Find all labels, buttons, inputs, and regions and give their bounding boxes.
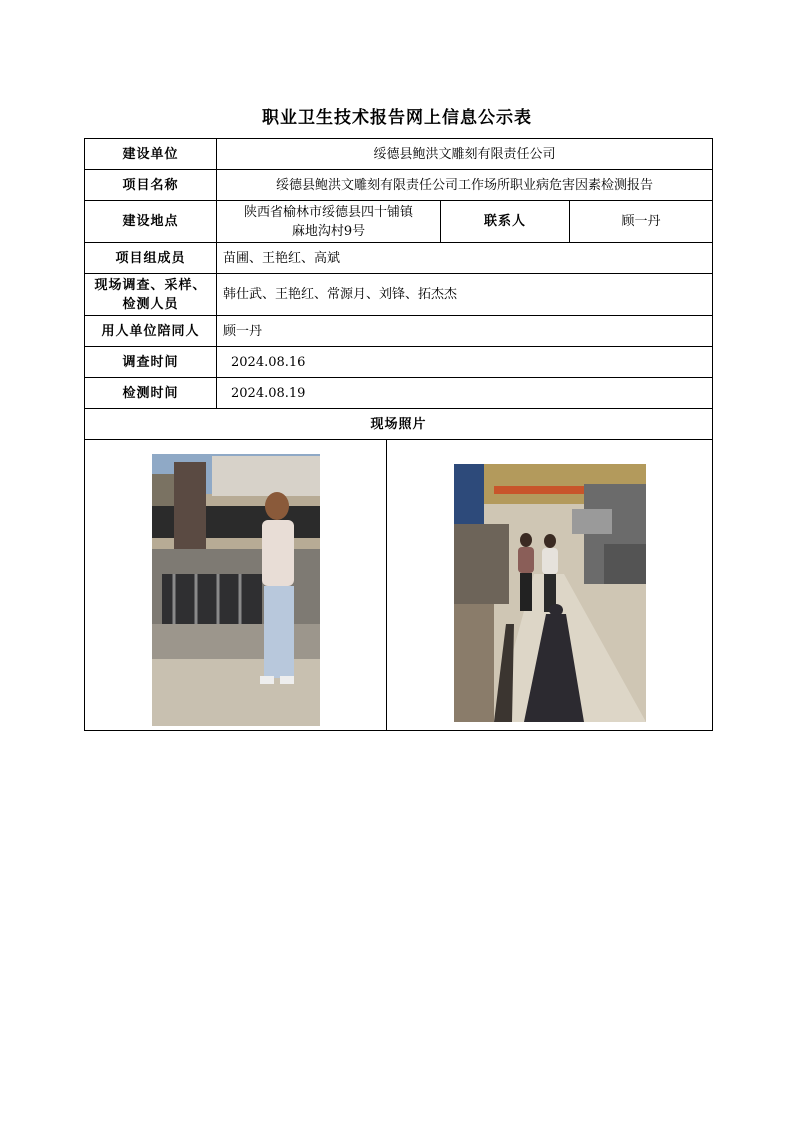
- escort-value: 顾一丹: [217, 316, 713, 347]
- row-escort: [85, 316, 713, 347]
- members-label: 项目组成员: [85, 243, 217, 274]
- project-name-label: 项目名称: [85, 170, 217, 201]
- escort-label: 用人单位陪同人: [85, 316, 217, 347]
- survey-time-label: 调查时间: [85, 347, 217, 378]
- test-time-value: 2024.08.19: [217, 378, 713, 409]
- contact-value: 顾一丹: [570, 201, 713, 243]
- photos-header: 现场照片: [85, 409, 713, 440]
- site-photo-2: [454, 464, 646, 722]
- photo-cell-1: [85, 440, 387, 731]
- row-photos: [85, 440, 713, 731]
- survey-time-value: 2024.08.16: [217, 347, 713, 378]
- row-project-name: [85, 170, 713, 201]
- row-unit: [85, 139, 713, 170]
- survey-staff-label-line2: 检测人员: [122, 296, 179, 312]
- page-title: 职业卫生技术报告网上信息公示表: [262, 108, 532, 128]
- location-label: 建设地点: [85, 201, 217, 243]
- photo-cell-2: [387, 440, 713, 731]
- info-table: [84, 138, 713, 731]
- row-survey-time: [85, 347, 713, 378]
- contact-label: 联系人: [441, 201, 570, 243]
- survey-staff-label: [85, 274, 217, 316]
- location-line1: 陕西省榆林市绥德县四十铺镇: [243, 204, 413, 220]
- survey-staff-label-line1: 现场调查、采样、: [94, 277, 207, 293]
- unit-label: 建设单位: [85, 139, 217, 170]
- row-survey-staff: [85, 274, 713, 316]
- survey-staff-value: 韩仕武、王艳红、常源月、刘锋、拓杰杰: [217, 274, 713, 316]
- site-photo-1: [152, 454, 320, 726]
- project-name-value: 绥德县鲍洪文雕刻有限责任公司工作场所职业病危害因素检测报告: [217, 170, 713, 201]
- row-test-time: [85, 378, 713, 409]
- test-time-label: 检测时间: [85, 378, 217, 409]
- members-value: 苗圃、王艳红、高斌: [217, 243, 713, 274]
- row-location: [85, 201, 713, 243]
- row-photos-header: [85, 409, 713, 440]
- unit-value: 绥德县鲍洪文雕刻有限责任公司: [217, 139, 713, 170]
- row-members: [85, 243, 713, 274]
- location-line2: 麻地沟村9号: [291, 223, 366, 239]
- location-value: [217, 201, 441, 243]
